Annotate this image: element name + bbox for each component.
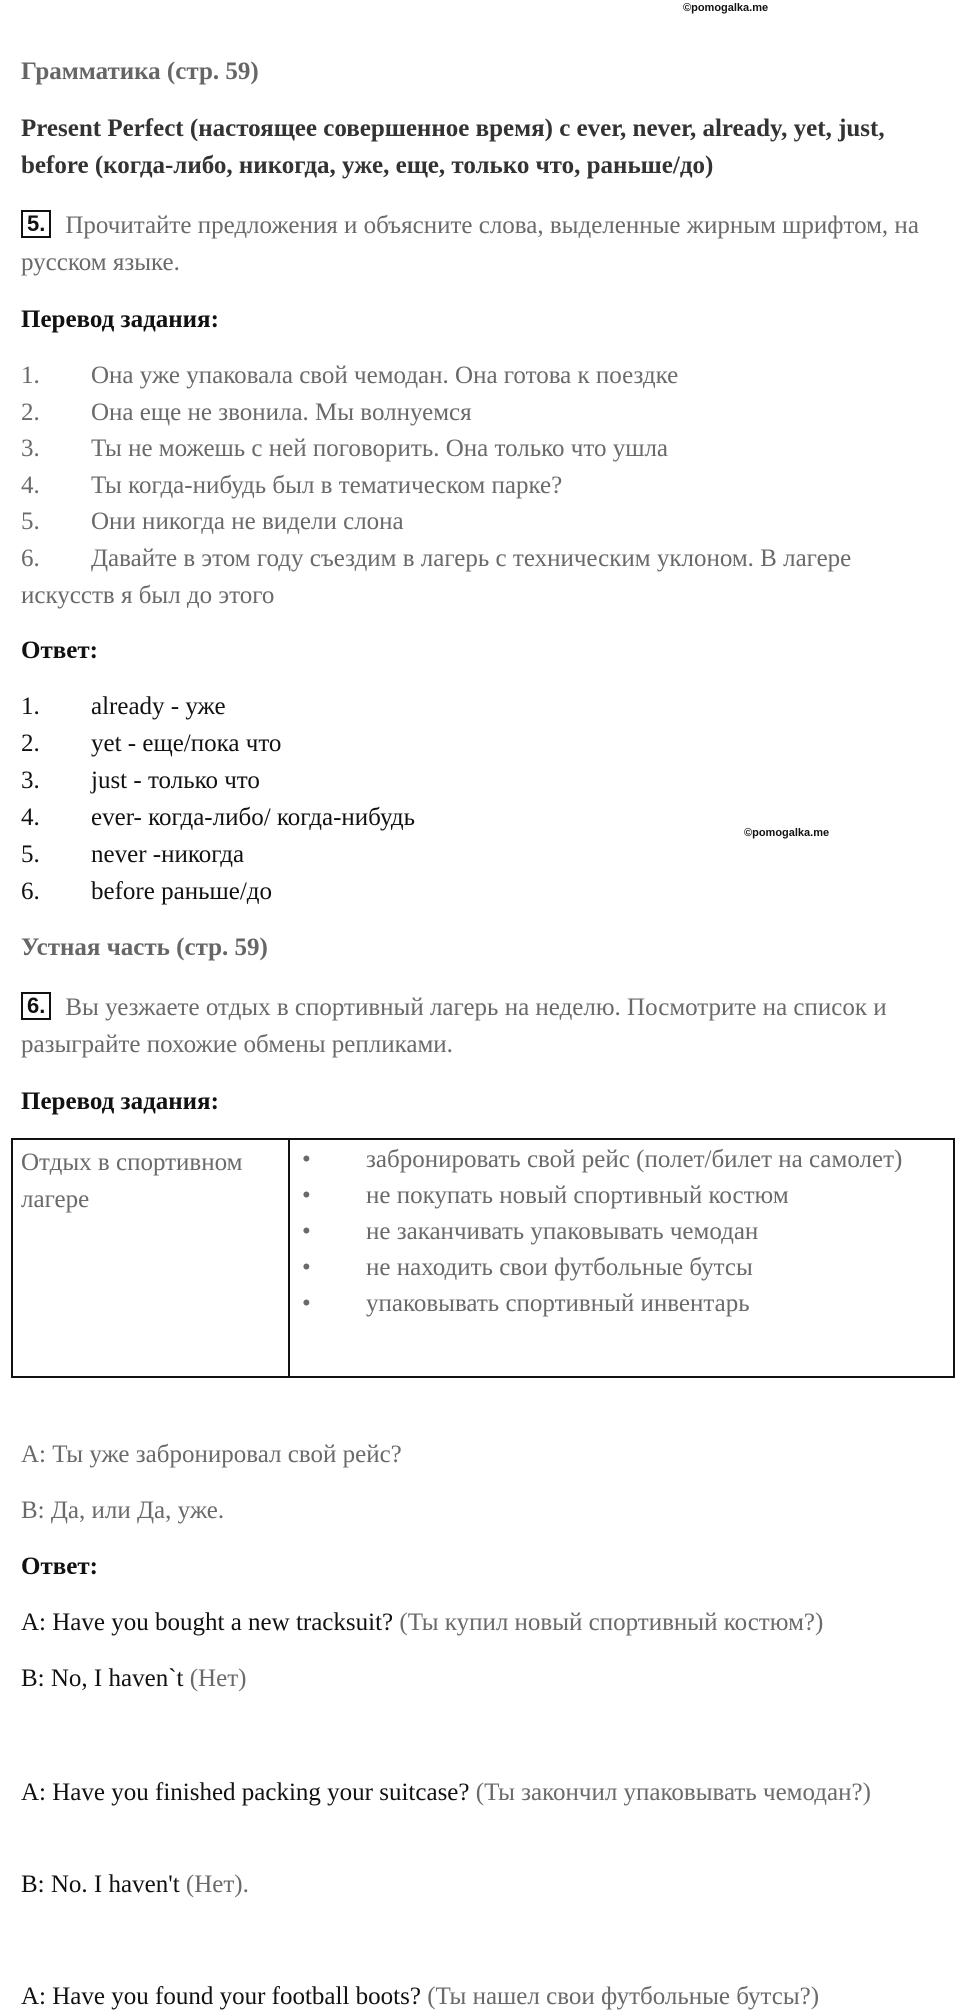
dialogue-line: A: Have you bought a new tracksuit? (Ты купил новый спортивный костюм?) — [21, 1609, 824, 1636]
list-item: 3. Ты не можешь с ней поговорить. Она только что ушла — [21, 435, 669, 462]
table-left-cell: Отдых в спортивном лагере — [13, 1140, 290, 1376]
list-item: 3. just - только что — [21, 767, 260, 794]
list-item: 2. yet - еще/пока что — [21, 730, 282, 757]
exercise-5-answer-label: Ответ: — [21, 637, 98, 664]
exercise-5-number: 5. — [21, 210, 51, 238]
exercise-6-translation-label: Перевод задания: — [21, 1088, 219, 1115]
list-item: 2. Она еще не звонила. Мы волнуемся — [21, 399, 472, 426]
dialogue-line: A: Have you found your football boots? (Ты нашел свои футбольные бутсы?) — [21, 1983, 820, 2010]
list-item: 4. ever- когда-либо/ когда-нибудь — [21, 804, 415, 831]
example-line-b: B: Да, или Да, уже. — [21, 1497, 225, 1524]
list-item: 1. already - уже — [21, 693, 226, 720]
table-right-cell — [292, 1140, 953, 1380]
oral-heading: Устная часть (стр. 59) — [21, 934, 268, 961]
task-table — [11, 1138, 955, 1378]
dialogue-line: B: No. I haven't (Нет). — [21, 1871, 249, 1898]
table-bullet-item: • забронировать свой рейс (полет/билет на самолет) — [302, 1146, 903, 1173]
list-item: 6. Давайте в этом году съездим в лагерь с техническим уклоном. В лагере искусств я был до этого — [21, 545, 852, 609]
dialogue-line: B: No, I haven`t (Нет) — [21, 1665, 247, 1692]
list-item: 4. Ты когда-нибудь был в тематическом парке? — [21, 472, 563, 499]
table-bullet-item: • не находить свои футбольные бутсы — [302, 1254, 753, 1281]
present-perfect-heading: Present Perfect (настоящее совершенное время) с ever, never, already, yet, just, before (когда-либо, никогда, уже, еще, только что, раньше/до) — [21, 115, 885, 179]
table-bullet-item: • не покупать новый спортивный костюм — [302, 1182, 789, 1209]
table-bullet-item: • упаковывать спортивный инвентарь — [302, 1290, 750, 1317]
exercise-6-text: Вы уезжаете отдых в спортивный лагерь на неделю. Посмотрите на список и разыграйте похожие обмены репликами. — [21, 994, 887, 1058]
watermark-middle: ©pomogalka.me — [744, 827, 830, 839]
exercise-5-instruction — [21, 207, 944, 281]
list-item: 1. Она уже упаковала свой чемодан. Она готова к поездке — [21, 362, 679, 389]
exercise-5-translation-label: Перевод задания: — [21, 306, 219, 333]
watermark-top: ©pomogalka.me — [683, 2, 769, 14]
exercise-5-text: Прочитайте предложения и объясните слова, выделенные жирным шрифтом, на русском языке. — [21, 212, 919, 276]
list-item: 5. never -никогда — [21, 841, 245, 868]
list-item: 5. Они никогда не видели слона — [21, 508, 404, 535]
grammar-heading: Грамматика (стр. 59) — [21, 58, 259, 85]
exercise-6-number: 6. — [21, 992, 51, 1020]
example-line-a: A: Ты уже забронировал свой рейс? — [21, 1441, 402, 1468]
exercise-6-answer-label: Ответ: — [21, 1553, 98, 1580]
exercise-6-instruction — [21, 989, 944, 1063]
table-bullet-item: • не заканчивать упаковывать чемодан — [302, 1218, 759, 1245]
list-item: 6. before раньше/до — [21, 878, 272, 905]
dialogue-line: A: Have you finished packing your suitcase? (Ты закончил упаковывать чемодан?) — [21, 1779, 871, 1806]
